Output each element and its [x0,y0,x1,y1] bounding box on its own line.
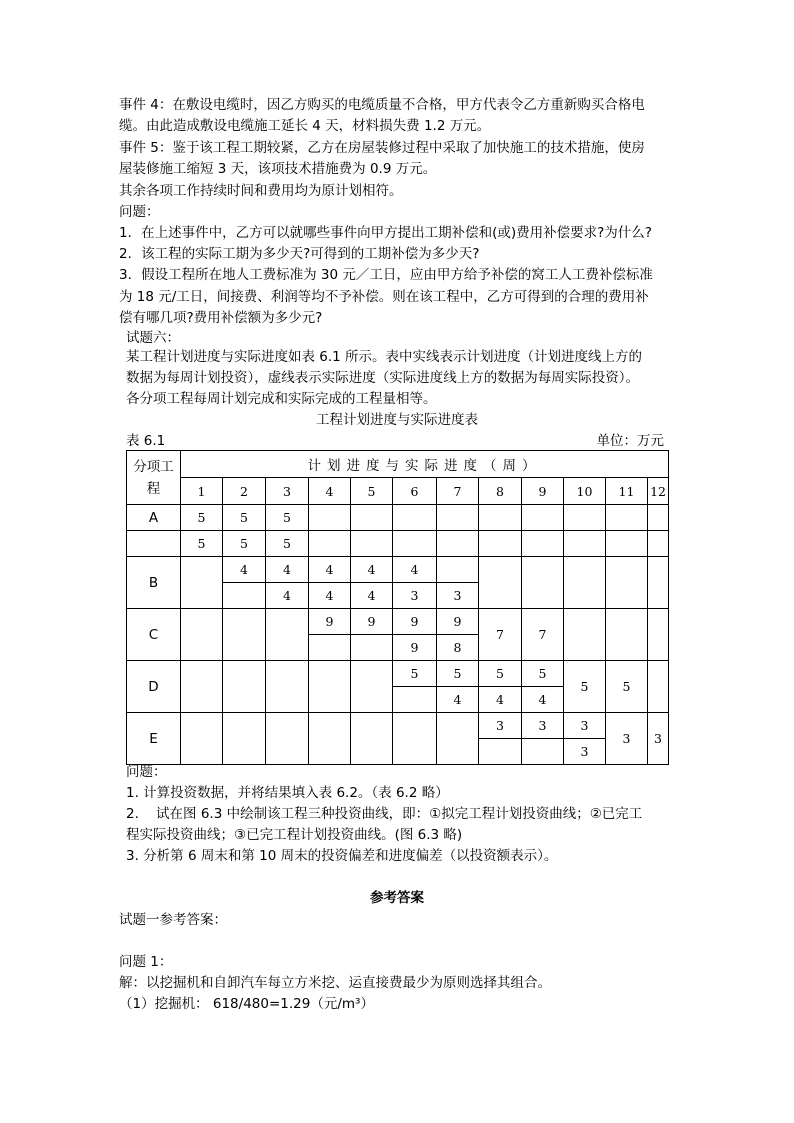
value-cell [479,505,522,531]
value-cell [223,609,266,661]
value-cell: 5 [606,661,648,713]
answer-subheading: 试题一参考答案： [119,912,227,928]
value-cell [648,661,669,713]
value-cell: 4 [351,557,393,583]
value-cell: 3 [564,739,606,765]
value-cell [309,713,351,765]
value-cell [564,557,606,609]
value-cell: 4 [266,557,309,583]
value-cell [351,661,393,713]
value-cell [606,557,648,609]
value-cell [437,557,479,583]
week-header-cell: 2 [223,478,266,505]
value-cell [479,531,522,557]
value-cell [648,609,669,661]
value-cell: 5 [266,505,309,531]
table-row [127,609,669,635]
text-line: 问题： [119,204,160,220]
item-label-cell: C [127,609,181,661]
table-row [127,661,669,687]
text-line: 1．在上述事件中，乙方可以就哪些事件向甲方提出工期补偿和(或)费用补偿要求?为什么? [119,225,652,241]
value-cell: 8 [437,635,479,661]
table-number: 表 6.1 [126,433,166,449]
text-line: 程实际投资曲线；③已完工程计划投资曲线。(图 6.3 略) [126,827,463,843]
answer-question-label: 问题 1： [119,954,173,970]
text-line: 屋装修施工缩短 3 天，该项技术措施费为 0.9 万元。 [119,161,437,177]
value-cell: 4 [393,557,437,583]
value-cell: 3 [437,583,479,609]
table-title: 工程计划进度与实际进度表 [316,412,478,428]
text-line: 2. 试在图 6.3 中绘制该工程三种投资曲线，即：①拟完工程计划投资曲线；②已完工 [126,806,643,822]
value-cell [648,505,669,531]
week-header-cell: 8 [479,478,522,505]
value-cell [393,531,437,557]
item-label-cell: A [127,505,181,531]
value-cell: 5 [223,531,266,557]
question-heading: 试题六： [126,330,180,346]
text-line: 3. 分析第 6 周末和第 10 周末的投资偏差和进度偏差（以投资额表示）。 [126,848,558,864]
text-line: 各分项工程每周计划完成和实际完成的工程量相等。 [126,391,437,407]
week-header-row [127,478,669,505]
table-unit: 单位：万元 [596,433,664,449]
table-row [127,531,669,557]
value-cell [393,687,437,713]
value-cell: 5 [181,505,223,531]
value-cell: 9 [351,609,393,635]
value-cell [351,635,393,661]
value-cell [522,531,564,557]
value-cell [309,635,351,661]
value-cell [309,505,351,531]
week-header-cell: 1 [181,478,223,505]
value-cell [648,557,669,609]
text-line: 3．假设工程所在地人工费标准为 30 元／工日，应由甲方给予补偿的窝工人工费补偿标准 [119,267,653,283]
text-line: 问题： [126,764,167,780]
value-cell [309,531,351,557]
progress-table [126,450,669,765]
header-item-cell: 分项工程 [127,451,181,505]
text-line: 缆。由此造成敷设电缆施工延长 4 天，材料损失费 1.2 万元。 [119,118,491,134]
value-cell [351,505,393,531]
item-label-cell [127,531,181,557]
value-cell [266,609,309,661]
answer-solution: 解：以挖掘机和自卸汽车每立方米挖、运直接费最少为原则选择其组合。 [119,975,551,991]
item-label-cell: B [127,557,181,609]
value-cell: 7 [479,609,522,661]
answer-heading: 参考答案 [370,890,424,906]
value-cell [564,505,606,531]
text-line: 事件 4：在敷设电缆时，因乙方购买的电缆质量不合格，甲方代表令乙方重新购买合格电 [119,97,645,113]
table-row [127,505,669,531]
value-cell: 9 [437,609,479,635]
value-cell [181,713,223,765]
header-row [127,451,669,478]
value-cell: 7 [522,609,564,661]
value-cell [309,661,351,713]
value-cell [522,505,564,531]
value-cell: 4 [223,557,266,583]
text-line: 偿有哪几项?费用补偿额为多少元? [119,310,323,326]
text-line: 其余各项工作持续时间和费用均为原计划相符。 [119,183,403,199]
text-line: 为 18 元/工日，间接费、利润等均不予补偿。则在该工程中，乙方可得到的合理的费用补 [119,289,649,305]
week-header-cell: 6 [393,478,437,505]
value-cell: 3 [564,713,606,739]
value-cell [522,557,564,609]
item-label-cell: E [127,713,181,765]
value-cell [266,661,309,713]
value-cell: 5 [223,505,266,531]
value-cell: 4 [479,687,522,713]
value-cell [564,609,606,661]
item-label-cell: D [127,661,181,713]
answer-calculation: （1）挖掘机： 618/480=1.29（元/m³） [119,996,374,1012]
value-cell: 9 [393,609,437,635]
value-cell [648,531,669,557]
value-cell [181,661,223,713]
value-cell [606,505,648,531]
value-cell: 4 [309,557,351,583]
value-cell [606,609,648,661]
table-row [127,557,669,583]
text-line: 事件 5：鉴于该工程工期较紧，乙方在房屋装修过程中采取了加快施工的技术措施，使房 [119,140,645,156]
value-cell: 5 [479,661,522,687]
value-cell [393,505,437,531]
value-cell [266,713,309,765]
text-line: 1. 计算投资数据，并将结果填入表 6.2。（表 6.2 略） [126,785,449,801]
value-cell [479,739,522,765]
value-cell [181,557,223,609]
value-cell [437,505,479,531]
week-header-cell: 7 [437,478,479,505]
text-line: 2．该工程的实际工期为多少天?可得到的工期补偿为多少天? [119,246,480,262]
value-cell: 4 [351,583,393,609]
value-cell [351,713,393,765]
value-cell: 5 [437,661,479,687]
value-cell: 5 [181,531,223,557]
value-cell: 9 [309,609,351,635]
value-cell [223,583,266,609]
value-cell [437,713,479,765]
value-cell: 4 [437,687,479,713]
week-header-cell: 12 [648,478,669,505]
value-cell: 3 [479,713,522,739]
value-cell [522,739,564,765]
week-header-cell: 9 [522,478,564,505]
value-cell: 5 [564,661,606,713]
value-cell [351,531,393,557]
week-header-cell: 4 [309,478,351,505]
week-header-cell: 11 [606,478,648,505]
value-cell [223,661,266,713]
value-cell: 3 [522,713,564,739]
value-cell: 3 [393,583,437,609]
value-cell [437,531,479,557]
value-cell: 3 [606,713,648,765]
value-cell: 4 [522,687,564,713]
header-span-cell: 计划进度与实际进度（周） [181,451,669,478]
value-cell: 5 [393,661,437,687]
value-cell [181,609,223,661]
value-cell [223,713,266,765]
text-line: 数据为每周计划投资），虚线表示实际进度（实际进度线上方的数据为每周实际投资）。 [126,370,639,386]
value-cell [564,531,606,557]
week-header-cell: 3 [266,478,309,505]
value-cell: 3 [648,713,669,765]
value-cell [393,713,437,765]
value-cell [606,531,648,557]
value-cell: 4 [266,583,309,609]
value-cell: 5 [522,661,564,687]
text-line: 某工程计划进度与实际进度如表 6.1 所示。表中实线表示计划进度（计划进度线上方的 [126,349,643,365]
value-cell: 9 [393,635,437,661]
table-row [127,713,669,739]
value-cell: 4 [309,583,351,609]
week-header-cell: 5 [351,478,393,505]
week-header-cell: 10 [564,478,606,505]
value-cell [479,557,522,609]
value-cell: 5 [266,531,309,557]
